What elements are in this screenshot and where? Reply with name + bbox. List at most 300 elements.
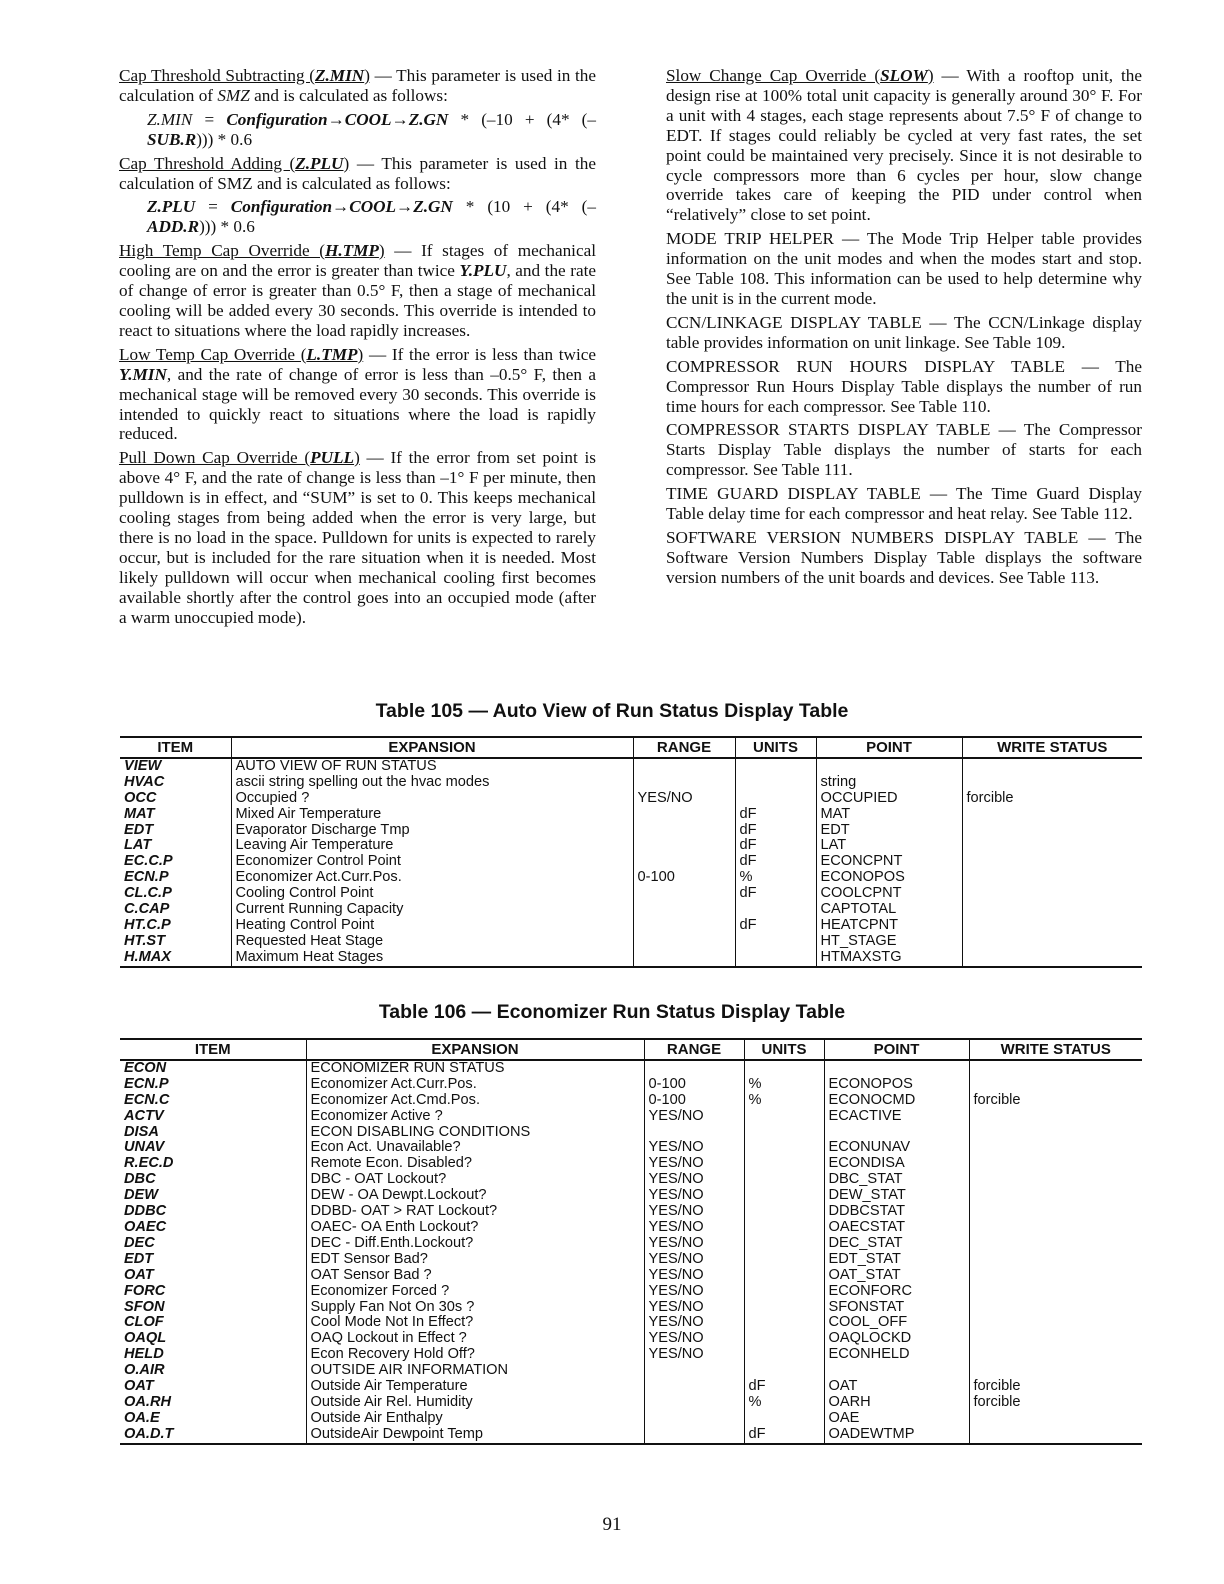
cell-units xyxy=(744,1060,824,1077)
cell-point: HEATCPNT xyxy=(816,918,962,934)
cell-expansion: Economizer Act.Curr.Pos. xyxy=(231,870,633,886)
cell-point: ECONUNAV xyxy=(824,1140,969,1156)
cell-write-status xyxy=(962,886,1142,902)
table-row xyxy=(120,807,1142,823)
cell-item: OAT xyxy=(124,1266,154,1283)
cell-expansion: DDBD- OAT > RAT Lockout? xyxy=(306,1204,644,1220)
cell-expansion: OAQ Lockout in Effect ? xyxy=(306,1331,644,1347)
cell-point: EDT xyxy=(816,823,962,839)
cell-point: DEC_STAT xyxy=(824,1236,969,1252)
table-row xyxy=(120,1347,1142,1363)
term-label: Slow Change Cap Override (SLOW) xyxy=(666,66,934,85)
page-number: 91 xyxy=(602,1514,622,1535)
cell-units xyxy=(744,1220,824,1236)
cell-units: dF xyxy=(735,838,816,854)
table-header-row xyxy=(120,737,1142,758)
cell-range xyxy=(644,1125,744,1141)
cell-point: OARH xyxy=(824,1395,969,1411)
table-row xyxy=(120,1140,1142,1156)
cell-item: DDBC xyxy=(124,1203,167,1220)
cell-write-status xyxy=(969,1172,1142,1188)
cell-units xyxy=(744,1411,824,1427)
table-row xyxy=(120,1395,1142,1411)
cell-write-status xyxy=(969,1188,1142,1204)
cell-units xyxy=(744,1204,824,1220)
cell-units xyxy=(744,1331,824,1347)
cell-point: OCCUPIED xyxy=(816,791,962,807)
table-row xyxy=(120,902,1142,918)
cell-write-status xyxy=(969,1315,1142,1331)
cell-item: EDT xyxy=(124,821,154,838)
cell-write-status: forcible xyxy=(969,1395,1142,1411)
term-label: Pull Down Cap Override (PULL) xyxy=(119,448,360,468)
cell-item: ECN.P xyxy=(124,869,169,886)
cell-point: OAT_STAT xyxy=(824,1268,969,1284)
cell-units: dF xyxy=(744,1379,824,1395)
cell-item: ECN.P xyxy=(124,1075,169,1092)
cell-range xyxy=(633,838,735,854)
cell-expansion: OutsideAir Dewpoint Temp xyxy=(306,1427,644,1444)
cell-item: OAEC xyxy=(124,1218,167,1235)
column-header-range: RANGE xyxy=(633,737,735,758)
cell-range xyxy=(633,775,735,791)
column-header-range: RANGE xyxy=(644,1039,744,1060)
cell-point: HT_STAGE xyxy=(816,934,962,950)
cell-item: HELD xyxy=(124,1346,164,1363)
paragraph-pull: Pull Down Cap Override (PULL) — If the error from set point is above 4° F, and the rate of change is less than –1° F per minute, then pulldown is in effect, and “SUM” is set to 0. This keeps mechanical cooling stages from being added when the error is very large, but there is no load in the space. Pulldown for units is expected to rarely occur, but is included for the rare situation when it is needed. Most likely pulldown will occur when mechanical cooling first becomes available shortly after the control goes into an occupied mode (after a warm unoccupied mode). xyxy=(119,448,596,627)
cell-units xyxy=(744,1172,824,1188)
cell-write-status xyxy=(962,950,1142,967)
cell-expansion: OAEC- OA Enth Lockout? xyxy=(306,1220,644,1236)
cell-item: DEW xyxy=(124,1187,159,1204)
cell-point: LAT xyxy=(816,838,962,854)
cell-units xyxy=(744,1268,824,1284)
table-row xyxy=(120,1268,1142,1284)
cell-range: 0-100 xyxy=(644,1093,744,1109)
cell-units xyxy=(744,1109,824,1125)
cell-item: MAT xyxy=(124,805,155,822)
cell-write-status: forcible xyxy=(969,1093,1142,1109)
cell-range: 0-100 xyxy=(644,1077,744,1093)
cell-item: DEC xyxy=(124,1234,155,1251)
cell-point: SFONSTAT xyxy=(824,1300,969,1316)
cell-units: % xyxy=(744,1077,824,1093)
table-row xyxy=(120,1300,1142,1316)
cell-point: ECONCPNT xyxy=(816,854,962,870)
term-label: Cap Threshold Adding (Z.PLU) xyxy=(119,153,350,173)
cell-range xyxy=(633,902,735,918)
table-row xyxy=(120,918,1142,934)
cell-expansion: Supply Fan Not On 30s ? xyxy=(306,1300,644,1316)
table-106 xyxy=(120,1038,1142,1445)
cell-write-status xyxy=(962,823,1142,839)
cell-write-status xyxy=(969,1411,1142,1427)
paragraph-run-hours: COMPRESSOR RUN HOURS DISPLAY TABLE — The Compressor Run Hours Display Table displays the number of run time hours for each compressor. See Table 110. xyxy=(666,356,1142,416)
cell-expansion: Mixed Air Temperature xyxy=(231,807,633,823)
cell-item: HT.C.P xyxy=(124,916,171,933)
cell-item: CL.C.P xyxy=(124,885,172,902)
cell-write-status xyxy=(962,758,1142,775)
cell-expansion: Remote Econ. Disabled? xyxy=(306,1156,644,1172)
cell-item: HT.ST xyxy=(124,932,166,949)
cell-item: R.EC.D xyxy=(124,1155,174,1172)
cell-point: OAQLOCKD xyxy=(824,1331,969,1347)
cell-expansion: ECONOMIZER RUN STATUS xyxy=(306,1060,644,1077)
cell-expansion: EDT Sensor Bad? xyxy=(306,1252,644,1268)
cell-range: YES/NO xyxy=(644,1268,744,1284)
formula-z-min: Z.MIN = Configuration→COOL→Z.GN * (–10 + (4* (–SUB.R))) * 0.6 xyxy=(147,109,596,149)
cell-write-status xyxy=(969,1156,1142,1172)
table-row xyxy=(120,1411,1142,1427)
cell-item: C.CAP xyxy=(124,901,170,918)
cell-units xyxy=(744,1315,824,1331)
cell-point xyxy=(824,1125,969,1141)
table-row xyxy=(120,1284,1142,1300)
cell-units xyxy=(744,1252,824,1268)
cell-point: ECONDISA xyxy=(824,1156,969,1172)
column-header-expansion: EXPANSION xyxy=(306,1039,644,1060)
cell-range: YES/NO xyxy=(644,1109,744,1125)
cell-point: ECONHELD xyxy=(824,1347,969,1363)
cell-units: dF xyxy=(735,854,816,870)
table-row xyxy=(120,934,1142,950)
cell-expansion: Economizer Control Point xyxy=(231,854,633,870)
cell-units xyxy=(744,1284,824,1300)
cell-range: YES/NO xyxy=(644,1188,744,1204)
paragraph-slow: Slow Change Cap Override (SLOW) — With a rooftop unit, the design rise at 100% total unit capacity is generally around 30° F. For a unit with 4 stages, each stage represents about 7.5° F of change to EDT. If stages could reliably be cycled at very fast rates, the set point could be maintained very precisely. Since it is not desirable to cycle compressors more than 6 cycles per hour, slow change override takes care of keeping the PID under control when “relatively” close to set point. xyxy=(666,66,1142,225)
cell-expansion: Economizer Active ? xyxy=(306,1109,644,1125)
cell-range xyxy=(633,950,735,967)
term-label: Low Temp Cap Override (L.TMP) xyxy=(119,344,364,364)
cell-item: DBC xyxy=(124,1171,156,1188)
cell-point: ECONFORC xyxy=(824,1284,969,1300)
cell-item: FORC xyxy=(124,1282,166,1299)
cell-point: DBC_STAT xyxy=(824,1172,969,1188)
cell-expansion: DBC - OAT Lockout? xyxy=(306,1172,644,1188)
table-row xyxy=(120,823,1142,839)
cell-item: OA.E xyxy=(124,1409,160,1426)
column-header-write-status: WRITE STATUS xyxy=(969,1039,1142,1060)
cell-write-status xyxy=(969,1284,1142,1300)
cell-item: VIEW xyxy=(124,757,162,774)
cell-range: YES/NO xyxy=(644,1156,744,1172)
cell-expansion: Outside Air Enthalpy xyxy=(306,1411,644,1427)
cell-item: LAT xyxy=(124,837,152,854)
cell-expansion: Outside Air Rel. Humidity xyxy=(306,1395,644,1411)
cell-item: ECN.C xyxy=(124,1091,170,1108)
column-header-units: UNITS xyxy=(744,1039,824,1060)
cell-write-status xyxy=(969,1140,1142,1156)
cell-units xyxy=(744,1156,824,1172)
cell-item: OAT xyxy=(124,1378,154,1395)
cell-write-status xyxy=(962,854,1142,870)
cell-item: ACTV xyxy=(124,1107,164,1124)
cell-units xyxy=(744,1188,824,1204)
cell-write-status xyxy=(969,1268,1142,1284)
table-105 xyxy=(120,736,1142,968)
cell-point xyxy=(824,1363,969,1379)
cell-expansion: Econ Act. Unavailable? xyxy=(306,1140,644,1156)
cell-expansion: OAT Sensor Bad ? xyxy=(306,1268,644,1284)
cell-expansion: Requested Heat Stage xyxy=(231,934,633,950)
cell-range: YES/NO xyxy=(644,1347,744,1363)
cell-expansion: Leaving Air Temperature xyxy=(231,838,633,854)
cell-range: YES/NO xyxy=(644,1140,744,1156)
cell-point: OAE xyxy=(824,1411,969,1427)
cell-point: ECACTIVE xyxy=(824,1109,969,1125)
cell-range: YES/NO xyxy=(644,1220,744,1236)
cell-units xyxy=(735,902,816,918)
cell-point xyxy=(816,758,962,775)
cell-expansion: ascii string spelling out the hvac modes xyxy=(231,775,633,791)
table-row xyxy=(120,1125,1142,1141)
table-row xyxy=(120,1060,1142,1077)
cell-point: ECONOPOS xyxy=(816,870,962,886)
cell-item: OCC xyxy=(124,789,157,806)
cell-expansion: ECON DISABLING CONDITIONS xyxy=(306,1125,644,1141)
right-text-column xyxy=(666,66,1142,592)
table-row xyxy=(120,1172,1142,1188)
cell-point xyxy=(824,1060,969,1077)
cell-units xyxy=(744,1140,824,1156)
table-row xyxy=(120,1315,1142,1331)
cell-point: OADEWTMP xyxy=(824,1427,969,1444)
cell-range xyxy=(644,1379,744,1395)
cell-point: HTMAXSTG xyxy=(816,950,962,967)
cell-expansion: Cooling Control Point xyxy=(231,886,633,902)
table-row xyxy=(120,1236,1142,1252)
cell-write-status xyxy=(969,1125,1142,1141)
cell-point: string xyxy=(816,775,962,791)
table-row xyxy=(120,886,1142,902)
cell-range: YES/NO xyxy=(644,1252,744,1268)
cell-write-status xyxy=(969,1347,1142,1363)
table-row xyxy=(120,1379,1142,1395)
cell-range: YES/NO xyxy=(644,1204,744,1220)
table-row xyxy=(120,758,1142,775)
cell-expansion: Economizer Act.Curr.Pos. xyxy=(306,1077,644,1093)
cell-units: dF xyxy=(735,823,816,839)
cell-point: COOL_OFF xyxy=(824,1315,969,1331)
cell-units xyxy=(735,934,816,950)
cell-item: SFON xyxy=(124,1298,165,1315)
cell-write-status xyxy=(969,1363,1142,1379)
table-row xyxy=(120,870,1142,886)
cell-write-status xyxy=(962,807,1142,823)
cell-write-status xyxy=(962,934,1142,950)
cell-expansion: Economizer Forced ? xyxy=(306,1284,644,1300)
term-label: High Temp Cap Override (H.TMP) xyxy=(119,241,385,261)
cell-expansion: OUTSIDE AIR INFORMATION xyxy=(306,1363,644,1379)
cell-expansion: Evaporator Discharge Tmp xyxy=(231,823,633,839)
table-row xyxy=(120,1331,1142,1347)
cell-write-status xyxy=(969,1236,1142,1252)
paragraph-z-min: Cap Threshold Subtracting (Z.MIN) — This parameter is used in the calculation of SMZ and is calculated as follows: xyxy=(119,66,597,105)
cell-units xyxy=(744,1300,824,1316)
cell-units: dF xyxy=(735,807,816,823)
cell-write-status: forcible xyxy=(962,791,1142,807)
cell-units xyxy=(735,950,816,967)
cell-expansion: Economizer Act.Cmd.Pos. xyxy=(306,1093,644,1109)
cell-expansion: AUTO VIEW OF RUN STATUS xyxy=(231,758,633,775)
cell-expansion: Econ Recovery Hold Off? xyxy=(306,1347,644,1363)
cell-point: OAT xyxy=(824,1379,969,1395)
cell-expansion: Outside Air Temperature xyxy=(306,1379,644,1395)
table-row xyxy=(120,1093,1142,1109)
cell-write-status xyxy=(969,1331,1142,1347)
left-text-column xyxy=(119,66,596,631)
cell-expansion: Heating Control Point xyxy=(231,918,633,934)
cell-expansion: Occupied ? xyxy=(231,791,633,807)
cell-range xyxy=(633,823,735,839)
column-header-point: POINT xyxy=(816,737,962,758)
cell-range xyxy=(633,886,735,902)
cell-item: OA.RH xyxy=(124,1393,172,1410)
table-row xyxy=(120,791,1142,807)
cell-range xyxy=(644,1395,744,1411)
column-header-expansion: EXPANSION xyxy=(231,737,633,758)
cell-write-status: forcible xyxy=(969,1379,1142,1395)
table-106-title: Table 106 — Economizer Run Status Display Table xyxy=(378,1001,846,1023)
paragraph-h-tmp: High Temp Cap Override (H.TMP) — If stages of mechanical cooling are on and the error is greater than twice Y.PLU, and the rate of change of error is greater than 0.5° F, then a stage of mechanical cooling will be added every 30 seconds. This override is intended to react to situations where the load rapidly increases. xyxy=(119,241,596,340)
cell-range: YES/NO xyxy=(644,1315,744,1331)
cell-units: dF xyxy=(735,886,816,902)
table-row xyxy=(120,1220,1142,1236)
table-header-row xyxy=(120,1039,1142,1060)
cell-write-status xyxy=(962,870,1142,886)
paragraph-mode-trip: MODE TRIP HELPER — The Mode Trip Helper table provides information on the unit modes and when the modes start and stop. See Table 108. This information can be used to help determine why the unit is in the current mode. xyxy=(666,229,1142,308)
cell-units xyxy=(735,775,816,791)
paragraph-compressor-starts: COMPRESSOR STARTS DISPLAY TABLE — The Compressor Starts Display Table displays the number of starts for each compressor. See Table 111. xyxy=(666,420,1142,480)
paragraph-software-version: SOFTWARE VERSION NUMBERS DISPLAY TABLE — The Software Version Numbers Display Table displays the software version numbers of the unit boards and devices. See Table 113. xyxy=(666,527,1142,587)
cell-item: ECON xyxy=(124,1059,167,1076)
cell-item: HVAC xyxy=(124,773,165,790)
column-header-units: UNITS xyxy=(735,737,816,758)
paragraph-z-plu: Cap Threshold Adding (Z.PLU) — This parameter is used in the calculation of SMZ and is calculated as follows: xyxy=(119,153,597,193)
cell-range xyxy=(633,807,735,823)
cell-expansion: DEC - Diff.Enth.Lockout? xyxy=(306,1236,644,1252)
cell-range xyxy=(644,1363,744,1379)
cell-item: H.MAX xyxy=(120,950,231,967)
cell-range: YES/NO xyxy=(644,1331,744,1347)
cell-units xyxy=(744,1347,824,1363)
cell-write-status xyxy=(962,902,1142,918)
cell-write-status xyxy=(969,1300,1142,1316)
cell-point: MAT xyxy=(816,807,962,823)
cell-write-status xyxy=(969,1427,1142,1444)
table-row xyxy=(120,775,1142,791)
cell-item: EC.C.P xyxy=(124,853,173,870)
cell-expansion: Current Running Capacity xyxy=(231,902,633,918)
cell-units: dF xyxy=(735,918,816,934)
cell-range: YES/NO xyxy=(644,1236,744,1252)
cell-item: O.AIR xyxy=(124,1362,165,1379)
cell-write-status xyxy=(969,1109,1142,1125)
table-row xyxy=(120,1427,1142,1444)
column-header-item: ITEM xyxy=(120,737,231,758)
cell-write-status xyxy=(969,1077,1142,1093)
cell-item: UNAV xyxy=(124,1139,165,1156)
paragraph-ccn-linkage: CCN/LINKAGE DISPLAY TABLE — The CCN/Linkage display table provides information on unit linkage. See Table 109. xyxy=(666,312,1142,352)
table-row xyxy=(120,1252,1142,1268)
cell-expansion: Cool Mode Not In Effect? xyxy=(306,1315,644,1331)
term-label: Cap Threshold Subtracting (Z.MIN) xyxy=(119,66,370,85)
cell-point: CAPTOTAL xyxy=(816,902,962,918)
table-row xyxy=(120,1204,1142,1220)
cell-units xyxy=(735,791,816,807)
table-row xyxy=(120,854,1142,870)
cell-expansion: DEW - OA Dewpt.Lockout? xyxy=(306,1188,644,1204)
cell-range xyxy=(644,1411,744,1427)
cell-units: dF xyxy=(744,1427,824,1444)
table-row xyxy=(120,1363,1142,1379)
cell-units xyxy=(744,1236,824,1252)
cell-units: % xyxy=(735,870,816,886)
cell-range: YES/NO xyxy=(644,1284,744,1300)
cell-write-status xyxy=(962,838,1142,854)
cell-range xyxy=(633,758,735,775)
cell-write-status xyxy=(969,1060,1142,1077)
cell-point: ECONOCMD xyxy=(824,1093,969,1109)
cell-range xyxy=(644,1060,744,1077)
column-header-write-status: WRITE STATUS xyxy=(962,737,1142,758)
cell-write-status xyxy=(969,1252,1142,1268)
table-row xyxy=(120,1156,1142,1172)
paragraph-time-guard: TIME GUARD DISPLAY TABLE — The Time Guard Display Table delay time for each compressor and heat relay. See Table 112. xyxy=(666,484,1142,524)
cell-units: % xyxy=(744,1395,824,1411)
cell-expansion: Maximum Heat Stages xyxy=(231,950,633,967)
cell-write-status xyxy=(962,918,1142,934)
column-header-item: ITEM xyxy=(120,1039,306,1060)
cell-write-status xyxy=(969,1220,1142,1236)
table-row xyxy=(120,950,1142,967)
cell-range xyxy=(633,918,735,934)
cell-range: YES/NO xyxy=(644,1300,744,1316)
cell-point: COOLCPNT xyxy=(816,886,962,902)
cell-point: DEW_STAT xyxy=(824,1188,969,1204)
cell-write-status xyxy=(962,775,1142,791)
table-row xyxy=(120,1188,1142,1204)
cell-units xyxy=(744,1363,824,1379)
column-header-point: POINT xyxy=(824,1039,969,1060)
table-row xyxy=(120,1077,1142,1093)
cell-point: EDT_STAT xyxy=(824,1252,969,1268)
paragraph-l-tmp: Low Temp Cap Override (L.TMP) — If the error is less than twice Y.MIN, and the rate of change of error is less than –0.5° F, then a mechanical stage will be removed every 30 seconds. This override is intended to quickly react to situations where the load is rapidly reduced. xyxy=(119,344,596,444)
table-row xyxy=(120,1109,1142,1125)
cell-item: OAQL xyxy=(124,1330,167,1347)
cell-item: CLOF xyxy=(124,1314,164,1331)
cell-write-status xyxy=(969,1204,1142,1220)
cell-units xyxy=(735,758,816,775)
cell-units xyxy=(744,1125,824,1141)
cell-point: OAECSTAT xyxy=(824,1220,969,1236)
cell-units: % xyxy=(744,1093,824,1109)
cell-point: ECONOPOS xyxy=(824,1077,969,1093)
cell-item: OA.D.T xyxy=(120,1427,306,1444)
cell-range: YES/NO xyxy=(633,791,735,807)
cell-range xyxy=(644,1427,744,1444)
cell-point: DDBCSTAT xyxy=(824,1204,969,1220)
cell-range xyxy=(633,854,735,870)
table-row xyxy=(120,838,1142,854)
cell-range: 0-100 xyxy=(633,870,735,886)
table-105-title: Table 105 — Auto View of Run Status Display Table xyxy=(375,700,849,722)
formula-z-plu: Z.PLU = Configuration→COOL→Z.GN * (10 + (4* (–ADD.R))) * 0.6 xyxy=(147,197,596,237)
cell-range: YES/NO xyxy=(644,1172,744,1188)
cell-item: DISA xyxy=(124,1123,159,1140)
cell-item: EDT xyxy=(124,1250,154,1267)
cell-range xyxy=(633,934,735,950)
